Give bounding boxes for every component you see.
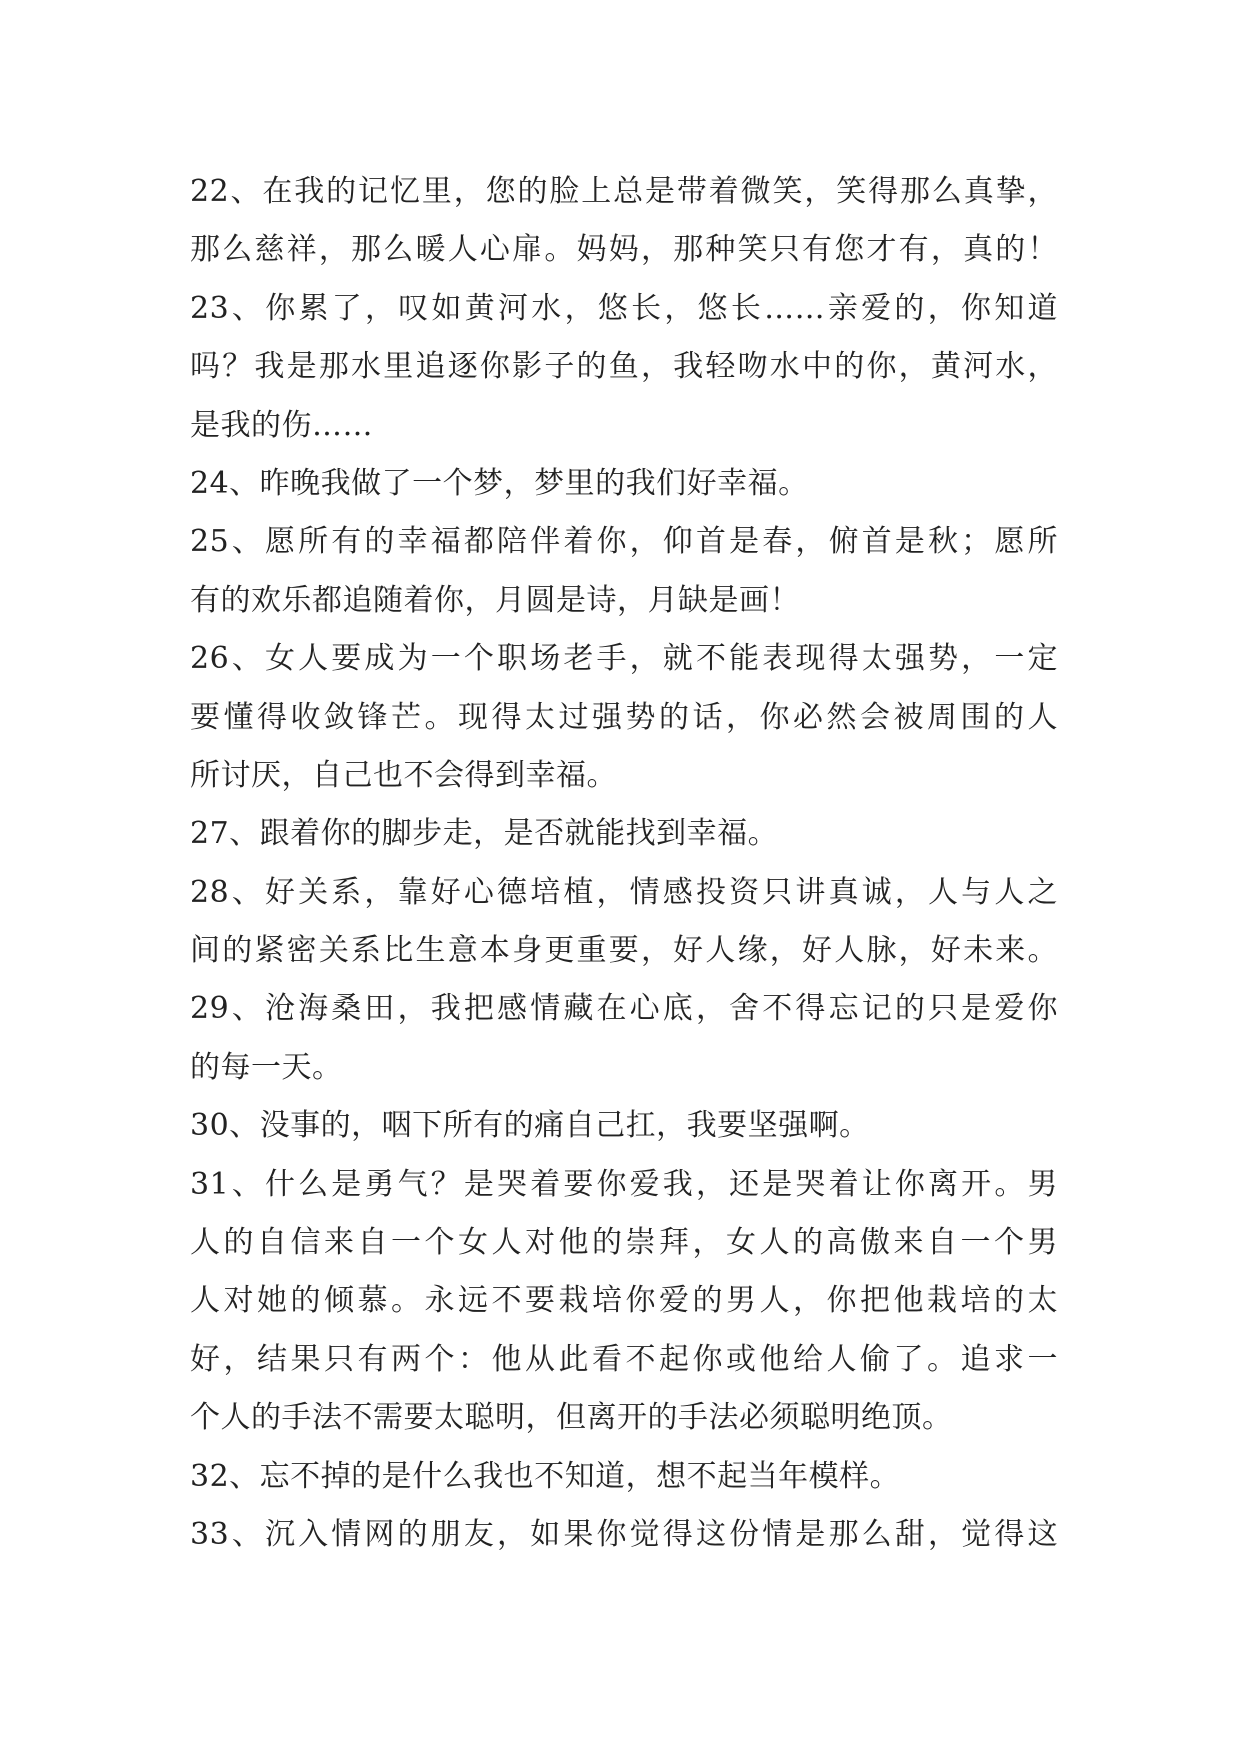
- text-line: 人的自信来自一个女人对他的崇拜，女人的高傲来自一个男: [190, 1225, 1058, 1261]
- text-line: 31、什么是勇气？是哭着要你爱我，还是哭着让你离开。男: [190, 1166, 1058, 1202]
- text-line: 25、愿所有的幸福都陪伴着你，仰首是春，俯首是秋；愿所: [190, 524, 1058, 560]
- text-line: 的每一天。: [190, 1049, 343, 1085]
- document-body: [190, 163, 1058, 1564]
- text-line: 27、跟着你的脚步走，是否就能找到幸福。: [190, 816, 779, 852]
- text-line: 有的欢乐都追随着你，月圆是诗，月缺是画！: [190, 582, 800, 618]
- text-line: 33、沉入情网的朋友，如果你觉得这份情是那么甜，觉得这: [190, 1516, 1058, 1552]
- text-line: 23、你累了，叹如黄河水，悠长，悠长……亲爱的，你知道: [190, 290, 1058, 326]
- text-line: 间的紧密关系比生意本身更重要，好人缘，好人脉，好未来。: [190, 933, 1058, 969]
- text-line: 29、沧海桑田，我把感情藏在心底，舍不得忘记的只是爱你: [190, 991, 1058, 1027]
- text-line: 要懂得收敛锋芒。现得太过强势的话，你必然会被周围的人: [190, 699, 1058, 735]
- text-line: 24、昨晚我做了一个梦，梦里的我们好幸福。: [190, 465, 809, 501]
- text-line: 是我的伤……: [190, 407, 373, 443]
- text-line: 22、在我的记忆里，您的脸上总是带着微笑，笑得那么真挚，: [190, 174, 1058, 209]
- text-line: 28、好关系，靠好心德培植，情感投资只讲真诚，人与人之: [190, 874, 1058, 910]
- text-line: 吗？我是那水里追逐你影子的鱼，我轻吻水中的你，黄河水，: [190, 349, 1058, 385]
- text-line: 所讨厌，自己也不会得到幸福。: [190, 757, 617, 793]
- text-line: 30、没事的，咽下所有的痛自己扛，我要坚强啊。: [190, 1108, 870, 1144]
- text-line: 32、忘不掉的是什么我也不知道，想不起当年模样。: [190, 1458, 901, 1494]
- text-line: 26、女人要成为一个职场老手，就不能表现得太强势，一定: [190, 641, 1058, 677]
- text-line: 个人的手法不需要太聪明，但离开的手法必须聪明绝顶。: [190, 1400, 953, 1436]
- text-line: 好，结果只有两个：他从此看不起你或他给人偷了。追求一: [190, 1341, 1058, 1377]
- text-line: 那么慈祥，那么暖人心扉。妈妈，那种笑只有您才有，真的！: [190, 232, 1058, 268]
- text-line: 人对她的倾慕。永远不要栽培你爱的男人，你把他栽培的太: [190, 1283, 1058, 1319]
